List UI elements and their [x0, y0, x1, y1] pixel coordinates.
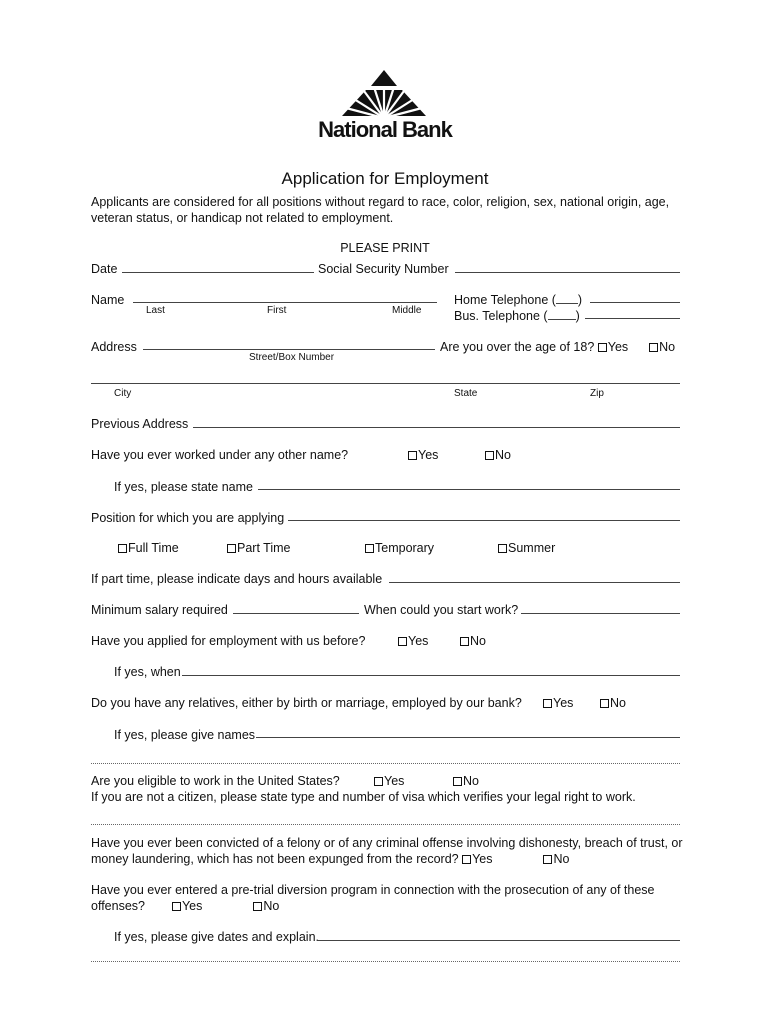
felony-text: Have you ever been convicted of a felony or of any criminal offense involving dishonesty, breach of trust, or money laundering, which has not been expunged from the record?	[91, 836, 683, 866]
name-label: Name	[91, 293, 125, 307]
other-name-question: Have you ever worked under any other name?	[91, 448, 349, 462]
age-question	[440, 340, 675, 355]
applied-before-question: Have you applied for employment with us before?	[91, 634, 366, 648]
felony-yes-label: Yes	[472, 852, 493, 866]
applied-before-yes	[398, 634, 428, 649]
explain-field-2[interactable]	[91, 961, 680, 962]
diversion-yes-checkbox[interactable]	[172, 902, 181, 911]
ssn-field[interactable]	[455, 272, 680, 273]
bus-area-code-field[interactable]	[548, 310, 576, 320]
city-state-zip-field[interactable]	[91, 383, 680, 384]
date-label: Date	[91, 262, 118, 276]
middle-name-label: Middle	[392, 305, 422, 316]
diversion-no-checkbox[interactable]	[253, 902, 262, 911]
brand-wordmark: National Bank	[318, 117, 452, 142]
bank-logo	[300, 66, 470, 146]
other-name-yes-label: Yes	[418, 448, 439, 462]
part-time-label: Part Time	[237, 541, 291, 555]
relatives-yes-label: Yes	[553, 696, 574, 710]
address-field[interactable]	[143, 349, 435, 350]
summer-option	[498, 541, 555, 556]
position-label: Position for which you are applying	[91, 511, 285, 525]
temporary-checkbox[interactable]	[365, 544, 374, 553]
diversion-yes-label: Yes	[181, 899, 203, 913]
age-yes-checkbox[interactable]	[598, 343, 607, 352]
diversion-question	[91, 882, 666, 914]
previous-address-label: Previous Address	[91, 417, 189, 431]
explain-field[interactable]	[318, 940, 680, 941]
name-field[interactable]	[133, 302, 437, 303]
summer-checkbox[interactable]	[498, 544, 507, 553]
explain-label: If yes, please give dates and explain.	[114, 930, 319, 944]
intro-text: Applicants are considered for all positions without regard to race, color, religion, sex, national origin, age, veteran status, or handicap not related to employment.	[91, 195, 670, 225]
relatives-no-checkbox[interactable]	[600, 699, 609, 708]
eligible-no-checkbox[interactable]	[453, 777, 462, 786]
other-name-yes	[408, 448, 438, 463]
zip-label: Zip	[590, 388, 604, 399]
part-time-availability-field[interactable]	[389, 582, 680, 583]
age-no-checkbox[interactable]	[649, 343, 658, 352]
felony-no-label: No	[553, 852, 570, 866]
relatives-question: Do you have any relatives, either by birth or marriage, employed by our bank?	[91, 696, 522, 710]
last-name-label: Last	[146, 305, 165, 316]
full-time-label: Full Time	[128, 541, 179, 555]
min-salary-field[interactable]	[233, 613, 359, 614]
eligible-no-label: No	[463, 774, 479, 788]
part-time-option	[227, 541, 291, 556]
home-paren-close: )	[577, 293, 583, 307]
sunburst-logo-icon	[300, 66, 470, 122]
applied-before-no	[460, 634, 486, 649]
home-telephone-text: Home Telephone (	[454, 293, 556, 307]
eligible-yes-checkbox[interactable]	[374, 777, 383, 786]
bus-telephone-text: Bus. Telephone (	[454, 309, 548, 323]
visa-field[interactable]	[91, 824, 680, 825]
age-no-label: No	[659, 340, 676, 354]
relatives-no	[600, 696, 626, 711]
age-question-text: Are you over the age of 18?	[440, 340, 595, 354]
relatives-yes-checkbox[interactable]	[543, 699, 552, 708]
ssn-label: Social Security Number	[318, 262, 449, 276]
eligible-yes-label: Yes	[384, 774, 405, 788]
min-salary-label: Minimum salary required	[91, 603, 228, 617]
other-name-no-label: No	[495, 448, 511, 462]
felony-yes-checkbox[interactable]	[462, 855, 471, 864]
home-area-code-field[interactable]	[556, 294, 578, 304]
part-time-availability-label: If part time, please indicate days and hours available	[91, 572, 383, 586]
relatives-no-label: No	[610, 696, 626, 710]
home-telephone-label	[454, 293, 582, 308]
temporary-option	[365, 541, 434, 556]
bus-paren-close: )	[575, 309, 580, 323]
date-field[interactable]	[122, 272, 314, 273]
address-label: Address	[91, 340, 137, 354]
felony-question	[91, 835, 691, 867]
summer-label: Summer	[508, 541, 556, 555]
applied-when-label: If yes, when	[114, 665, 181, 679]
applied-before-yes-label: Yes	[408, 634, 429, 648]
visa-text: If you are not a citizen, please state type and number of visa which verifies your legal right to work.	[91, 790, 636, 804]
eligible-yes	[374, 774, 404, 789]
applied-when-field[interactable]	[182, 675, 680, 676]
city-label: City	[114, 388, 132, 399]
applied-before-no-label: No	[470, 634, 486, 648]
eligible-no	[453, 774, 479, 789]
other-name-no-checkbox[interactable]	[485, 451, 494, 460]
home-telephone-field[interactable]	[590, 302, 680, 303]
temporary-label: Temporary	[375, 541, 435, 555]
first-name-label: First	[267, 305, 287, 316]
age-yes-label: Yes	[607, 340, 629, 354]
please-print-label: PLEASE PRINT	[340, 241, 430, 255]
form-title: Application for Employment	[281, 169, 489, 188]
start-work-label: When could you start work?	[364, 603, 519, 617]
start-work-field[interactable]	[521, 613, 680, 614]
other-name-no	[485, 448, 511, 463]
eligible-question: Are you eligible to work in the United States?	[91, 774, 340, 788]
full-time-option	[118, 541, 179, 556]
previous-address-field[interactable]	[193, 427, 680, 428]
relatives-names-label: If yes, please give names	[114, 728, 256, 742]
street-label: Street/Box Number	[249, 352, 335, 363]
other-name-yes-checkbox[interactable]	[408, 451, 417, 460]
applied-before-no-checkbox[interactable]	[460, 637, 469, 646]
bus-telephone-field[interactable]	[585, 318, 680, 319]
applied-before-yes-checkbox[interactable]	[398, 637, 407, 646]
other-name-field[interactable]	[258, 489, 680, 490]
state-label: State	[454, 388, 478, 399]
diversion-no-label: No	[263, 899, 280, 913]
diversion-text: Have you ever entered a pre-trial diversion program in connection with the prosecution of any of these offenses?	[91, 883, 655, 913]
relatives-yes	[543, 696, 573, 711]
position-field[interactable]	[288, 520, 680, 521]
full-time-checkbox[interactable]	[118, 544, 127, 553]
bus-telephone-label	[454, 309, 580, 324]
felony-no-checkbox[interactable]	[543, 855, 552, 864]
part-time-checkbox[interactable]	[227, 544, 236, 553]
relatives-names-field-2[interactable]	[91, 763, 680, 764]
other-name-followup-label: If yes, please state name	[114, 480, 253, 494]
relatives-names-field[interactable]	[256, 737, 680, 738]
